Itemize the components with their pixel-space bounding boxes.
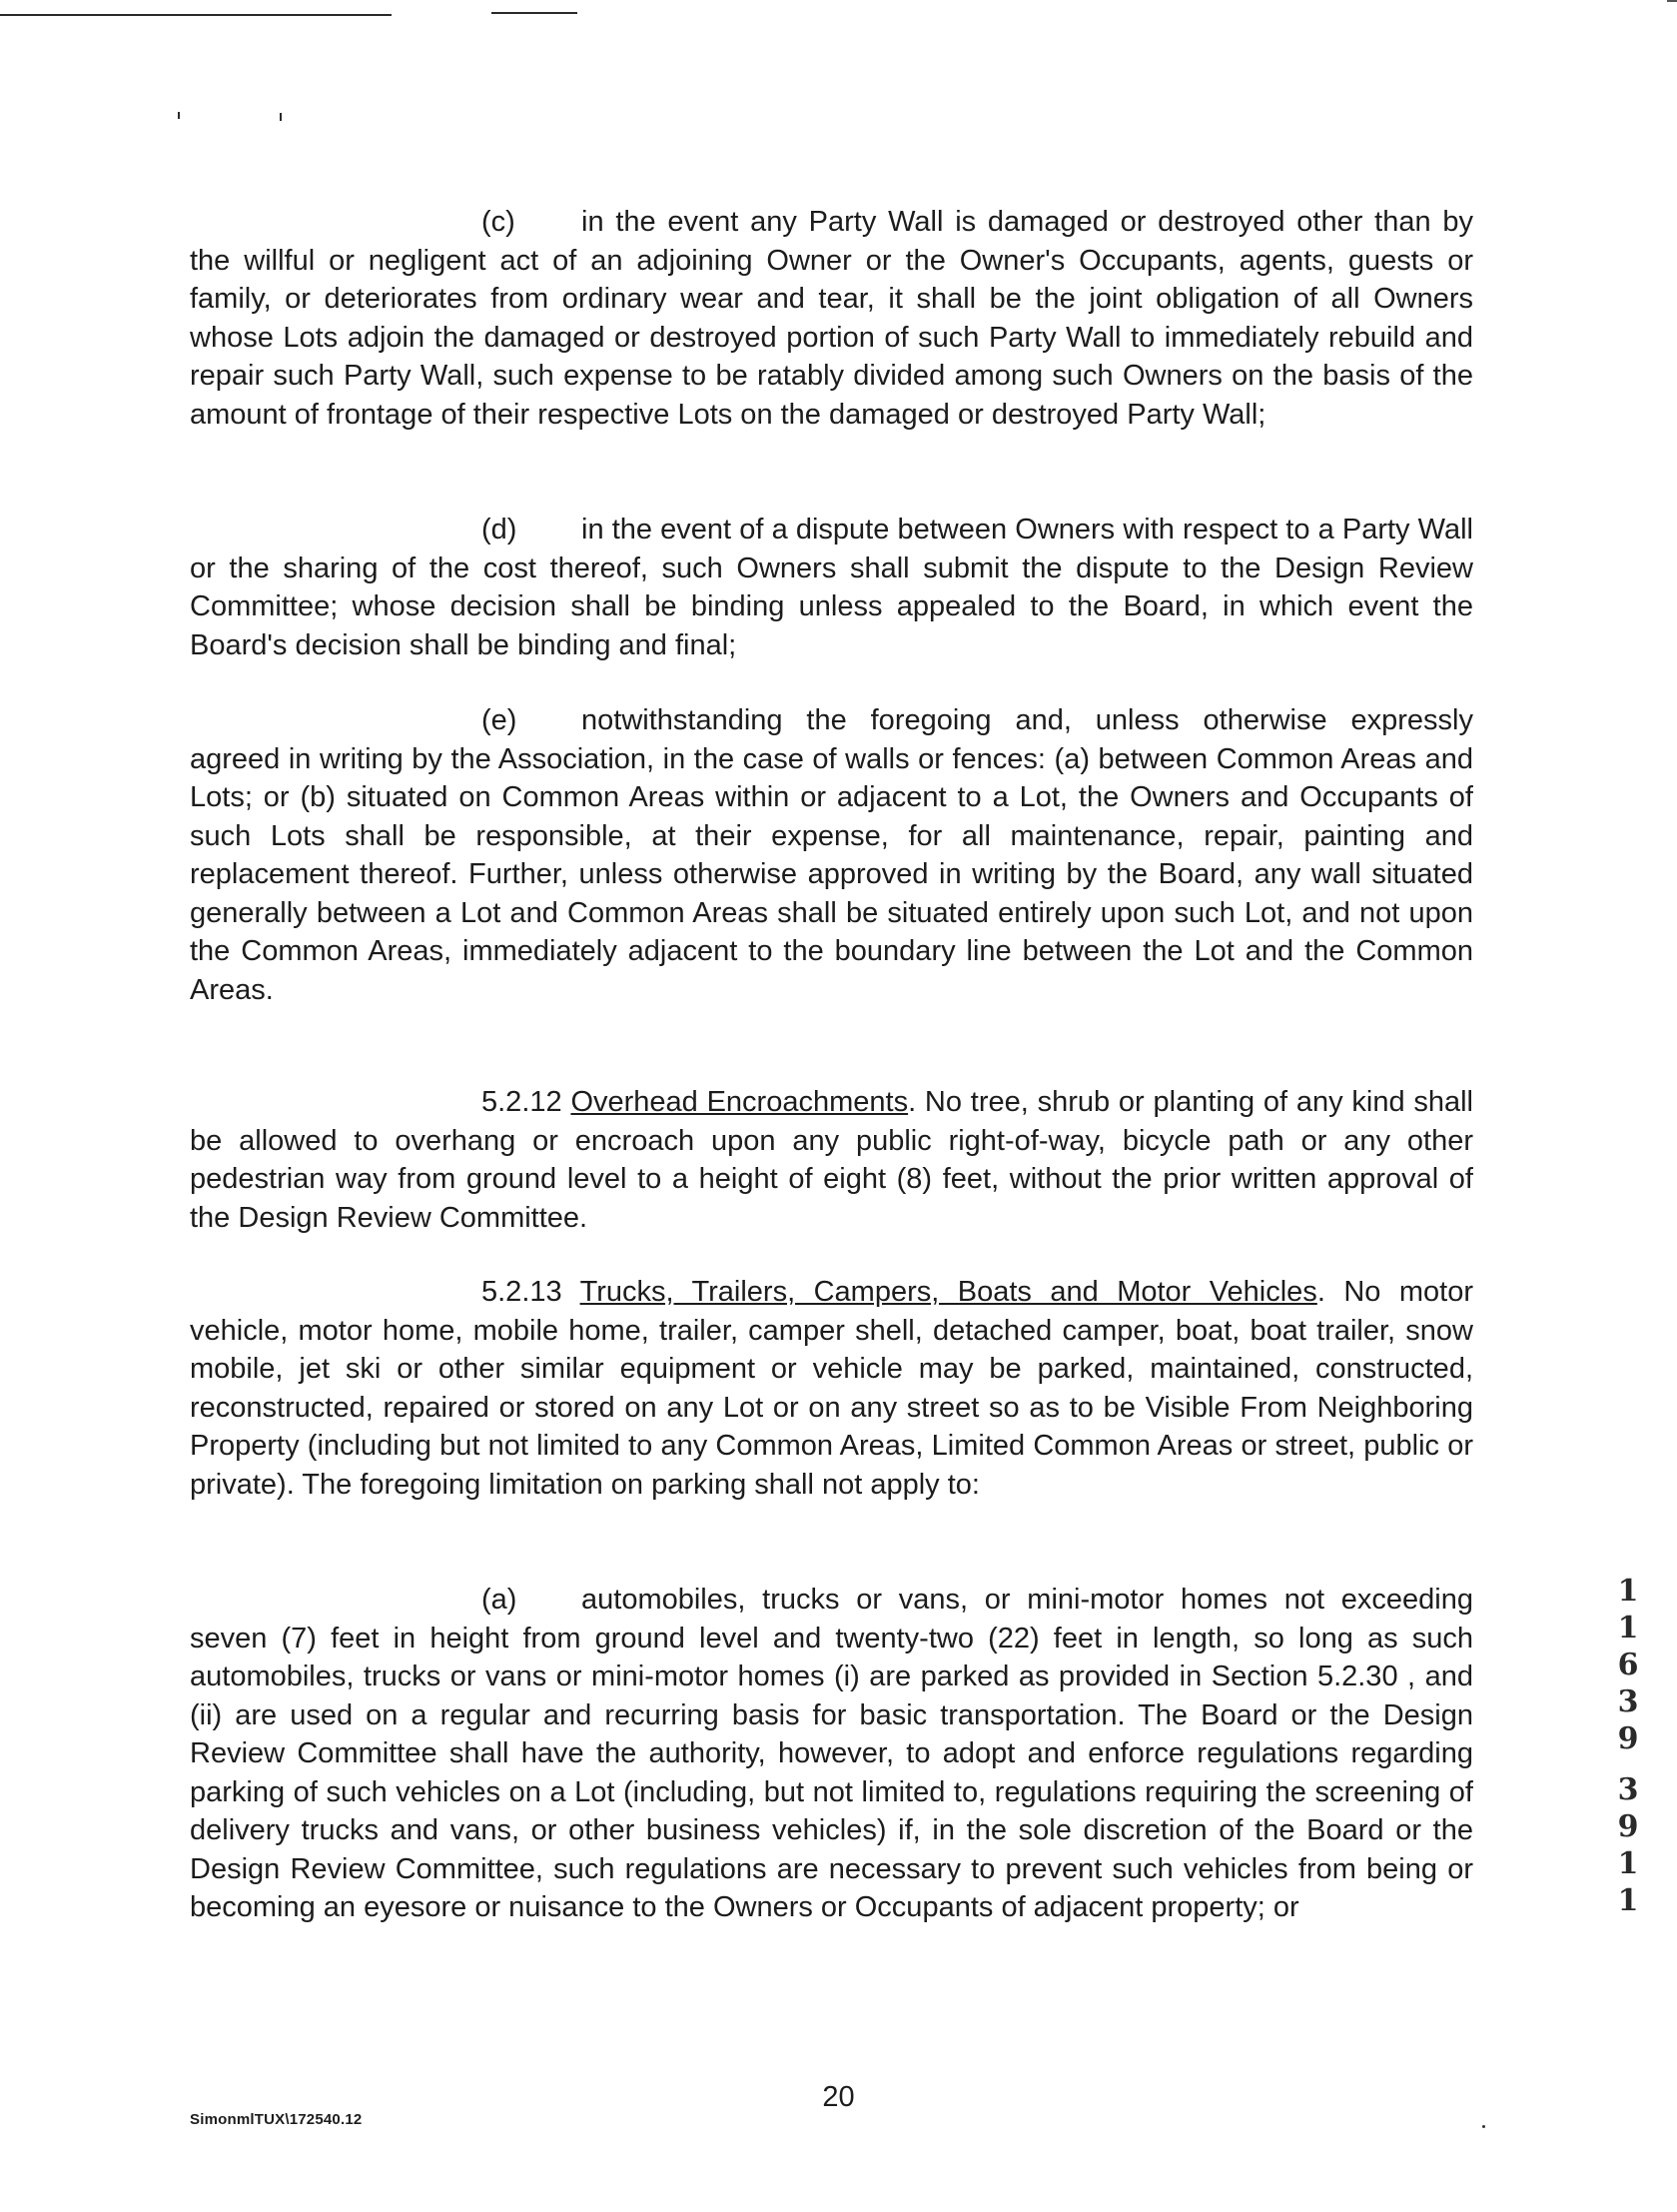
stamp-digit: 1: [1617, 1574, 1639, 1609]
paragraph-marker: (e): [481, 704, 517, 736]
stamp-digit: 9: [1617, 1721, 1639, 1756]
scan-artifact-line: [491, 12, 577, 14]
section-heading: Trucks, Trailers, Campers, Boats and Motor Vehicles: [579, 1276, 1317, 1308]
section-5-2-13: [190, 1273, 1473, 1504]
stamp-digit: 1: [1617, 1846, 1639, 1881]
stamp-digit: 3: [1617, 1684, 1639, 1719]
stamp-digit: 9: [1617, 1809, 1639, 1844]
paragraph-text: notwithstanding the foregoing and, unless otherwise expressly agreed in writing by the Association, in the case of walls or fences: (a) between Common Areas and Lots; or (b) situated on Common Areas within or adjacent to a Lot, the Owners and Occupants of such Lots shall be responsible, at their expense, for all maintenance, repair, painting and replacement thereof. Further, unless otherwise approved in writing by the Board, any wall situated generally between a Lot and Common Areas shall be situated entirely upon such Lot, and not upon the Common Areas, immediately adjacent to the boundary line between the Lot and the Common Areas.: [190, 704, 1473, 1006]
paragraph-c: [190, 203, 1473, 434]
stamp-gap: [1612, 1757, 1644, 1771]
stamp-digit: 3: [1617, 1772, 1639, 1807]
paragraph-marker: (c): [481, 206, 515, 238]
paragraph-marker: (d): [481, 514, 517, 546]
page-number: 20: [822, 2081, 855, 2113]
paragraph-marker: (a): [481, 1584, 517, 1616]
section-text: . No tree, shrub or planting of any kind shall be allowed to overhang or encroach upon any public right-of-way, bicycle path or any other pedestrian way from ground level to a height of eight (8) feet, without the prior written approval of the Design Review Committee.: [190, 1086, 1474, 1234]
stamp-digit: 1: [1617, 1611, 1639, 1646]
section-5-2-12: [190, 1083, 1473, 1237]
section-number: 5.2.12: [481, 1086, 562, 1118]
paragraph-text: in the event any Party Wall is damaged or destroyed other than by the willful or negligent act of an adjoining Owner or the Owner's Occupants, agents, guests or family, or deteriorates from ordinary wear and tear, it shall be the joint obligation of all Owners whose Lots adjoin the damaged or destroyed portion of such Party Wall to immediately rebuild and repair such Party Wall, such expense to be ratably divided among such Owners on the basis of the amount of frontage of their respective Lots on the damaged or destroyed Party Wall;: [190, 206, 1473, 431]
scan-artifact-dot: [280, 113, 282, 121]
paragraph-text: in the event of a dispute between Owners with respect to a Party Wall or the sharing of the cost thereof, such Owners shall submit the dispute to the Design Review Committee; whose decision shall be binding unless appealed to the Board, in which event the Board's decision shall be binding and final;: [190, 514, 1473, 661]
scan-artifact-line: [0, 14, 392, 16]
scan-edge-mark: [1667, 0, 1677, 2]
section-text: . No motor vehicle, motor home, mobile home, trailer, camper shell, detached camper, boat, boat trailer, snow mobile, jet ski or other similar equipment or vehicle may be parked, maintained, constructed, reconstructed, repaired or stored on any Lot or on any street so as to be Visible From Neighboring Property (including but not limited to any Common Areas, Limited Common Areas or street, public or private). The foregoing limitation on parking shall not apply to:: [190, 1276, 1473, 1501]
scan-artifact-dot: [178, 112, 180, 119]
stamp-digit: 1: [1617, 1883, 1639, 1918]
paragraph-d: [190, 511, 1473, 664]
paragraph-e: [190, 701, 1473, 1009]
stamp-digit: 6: [1617, 1648, 1639, 1682]
paragraph-a: [190, 1581, 1473, 1927]
scan-artifact-dot: [1482, 2125, 1485, 2128]
section-heading: Overhead Encroachments: [570, 1086, 909, 1118]
paragraph-text: automobiles, trucks or vans, or mini-motor homes not exceeding seven (7) feet in height from ground level and twenty-two (22) feet in length, so long as such automobiles, trucks or vans or mini-motor homes (i) are parked as provided in Section 5.2.30 , and (ii) are used on a regular and recurring basis for basic transportation. The Board or the Design Review Committee shall have the authority, however, to adopt and enforce regulations regarding parking of such vehicles on a Lot (including, but not limited to, regulations requiring the screening of delivery trucks and vans, or other business vehicles) if, in the sole discretion of the Board or the Design Review Committee, such regulations are necessary to prevent such vehicles from being or becoming an eyesore or nuisance to the Owners or Occupants of adjacent property; or: [190, 1584, 1473, 1923]
recording-number-stamp: [1612, 1573, 1644, 1919]
section-number: 5.2.13: [481, 1276, 562, 1308]
footer-file-reference: SimonmlTUX\172540.12: [190, 2111, 363, 2128]
